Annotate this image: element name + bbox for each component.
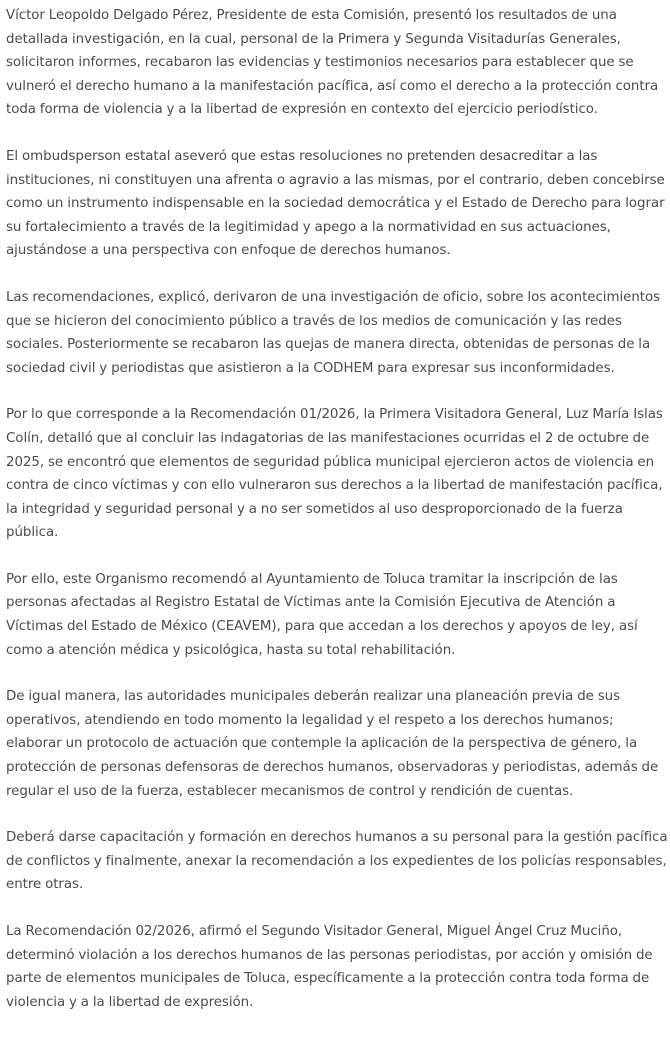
paragraph-4: Por lo que corresponde a la Recomendación 01/2026, la Primera Visitadora General, Luz María Islas Colín, detalló que al concluir las indagatorias de las manifestaciones ocurridas el 2 de octubre de 2025, se encontró que elementos de seguridad pública municipal ejercieron actos de violencia en contra de cinco víctimas y con ello vulneraron sus derechos a la libertad de manifestación pacífica, la integridad y seguridad personal y a no ser sometidos al uso desproporcionado de la fuerza pública. — [6, 407, 663, 541]
paragraph-7: Deberá darse capacitación y formación en derechos humanos a su personal para la gestión pacífica de conflictos y finalmente, anexar la recomendación a los expedientes de los policías responsables, entre otras. — [6, 830, 668, 893]
paragraph-3: Las recomendaciones, explicó, derivaron de una investigación de oficio, sobre los acontecimientos que se hicieron del conocimiento público a través de los medios de comunicación y las redes sociales. Posteriormente se recabaron las quejas de manera directa, obtenidas de personas de la sociedad civil y periodistas que asistieron a la CODHEM para expresar sus inconformidades. — [6, 289, 661, 376]
paragraph-1: Víctor Leopoldo Delgado Pérez, Presidente de esta Comisión, presentó los resultados de una detallada investigación, en la cual, personal de la Primera y Segunda Visitadurías Generales, solicitaron informes, recabaron las evidencias y testimonios necesarios para establecer que se vulneró el derecho humano a la manifestación pacífica, así como el derecho a la protección contra toda forma de violencia y a la libertad de expresión en contexto del ejercicio periodístico. — [6, 8, 659, 118]
paragraph-8: La Recomendación 02/2026, afirmó el Segundo Visitador General, Miguel Ángel Cruz Muciño, determinó violación a los derechos humanos de las personas periodistas, por acción y omisión de parte de elementos municipales de Toluca, específicamente a la protección contra toda forma de violencia y a la libertad de expresión. — [6, 924, 653, 1010]
paragraph-6: De igual manera, las autoridades municipales deberán realizar una planeación previa de sus operativos, atendiendo en todo momento la legalidad y el respeto a los derechos humanos; elaborar un protocolo de actuación que contemple la aplicación de la perspectiva de género, la protección de personas defensoras de derechos humanos, observadoras y periodistas, además de regular el uso de la fuerza, establecer mecanismos de control y rendición de cuentas. — [6, 689, 659, 799]
paragraph-5: Por ello, este Organismo recomendó al Ayuntamiento de Toluca tramitar la inscripción de las personas afectadas al Registro Estatal de Víctimas ante la Comisión Ejecutiva de Atención a Víctimas del Estado de México (CEAVEM), para que accedan a los derechos y apoyos de ley, así como a atención médica y psicológica, hasta su total rehabilitación. — [6, 571, 638, 658]
paragraph-2: El ombudsperson estatal aseveró que estas resoluciones no pretenden desacreditar a las instituciones, ni constituyen una afrenta o agravio a las mismas, por el contrario, deben concebirse como un instrumento indispensable en la sociedad democrática y el Estado de Derecho para lograr su fortalecimiento a través de la legitimidad y apego a la normatividad en sus actuaciones, ajustándose a una perspectiva con enfoque de derechos humanos. — [6, 148, 665, 259]
article-body — [6, 4, 670, 1037]
